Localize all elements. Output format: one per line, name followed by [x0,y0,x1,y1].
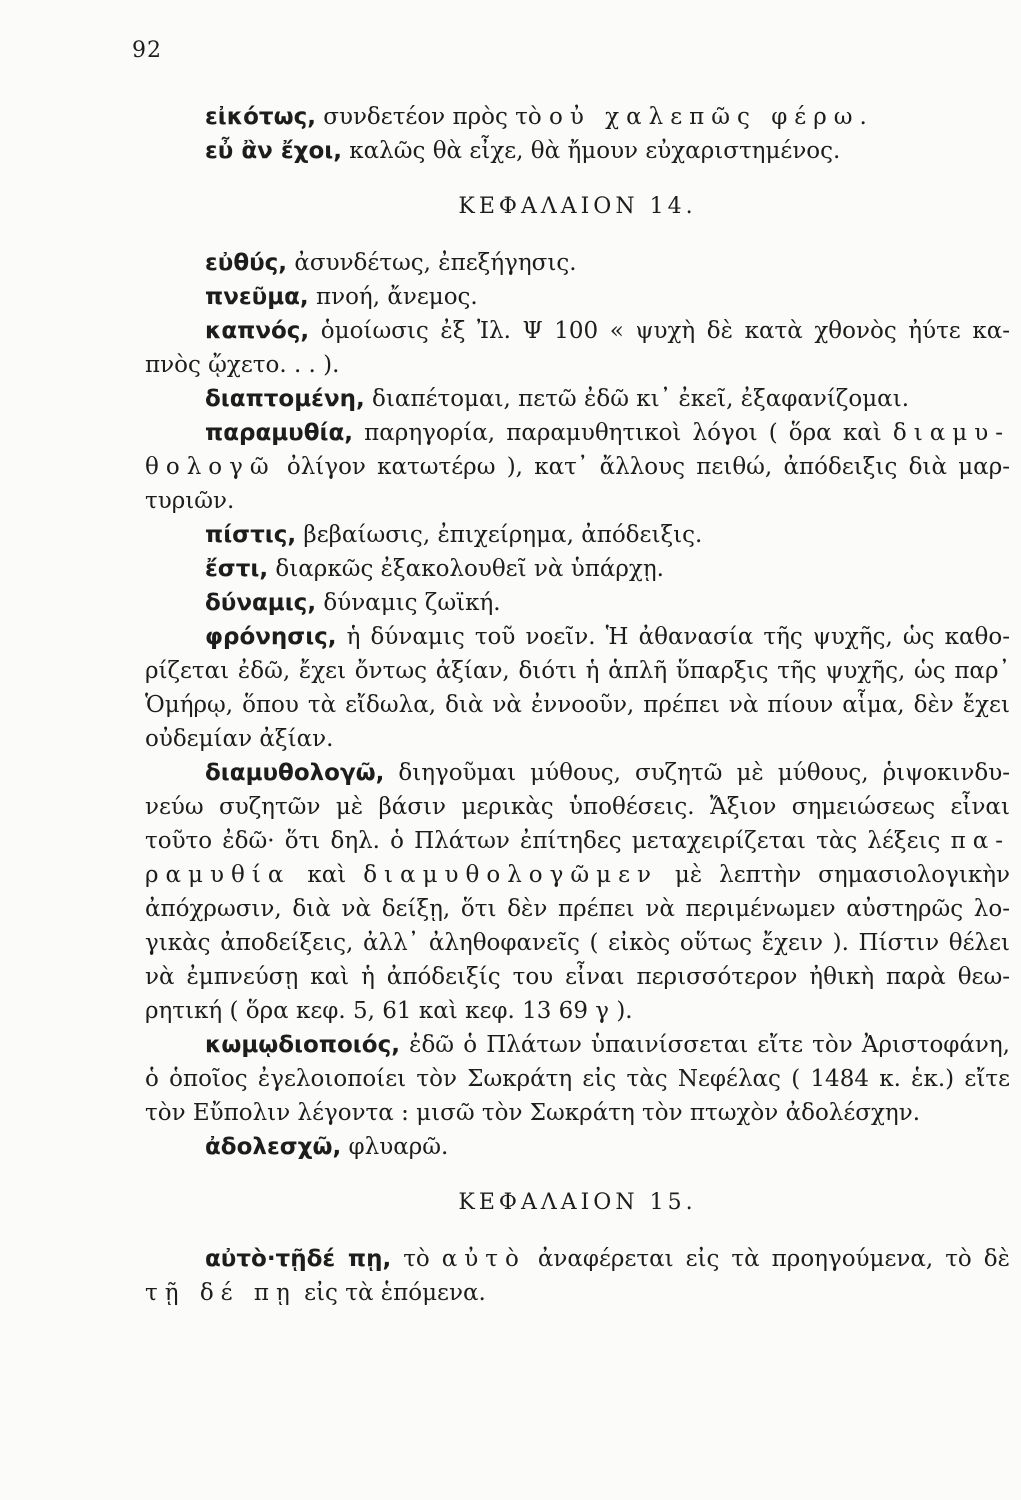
page-body [145,100,1010,1310]
chapter-14-entries [145,246,1010,1164]
line-text: διηγοῦμαι μύθους, συζητῶ μὲ μύθους, ῥιψοκινδυ- [384,760,1010,786]
line-text: νὰ ἐμπνεύσῃ καὶ ἡ ἀπόδειξίς του εἶναι περισσότερον ἠθικὴ παρὰ θεω- [145,964,1010,990]
text-line [145,134,1010,168]
text-line [145,280,1010,314]
headword: ἀδολεσχῶ, [205,1134,342,1160]
text-line [145,586,1010,620]
line-text: ὁ ὁποῖος ἐγελοιοποίει τὸν Σωκράτη εἰς τὰς Νεφέλας ( 1484 κ. ἑκ.) εἴτε [145,1066,1010,1092]
chapter-14-heading: ΚΕΦΑΛΑΙΟΝ 14. [458,194,697,219]
line-text: συνδετέον πρὸς τὸ [315,104,550,130]
chapter-15-heading: ΚΕΦΑΛΑΙΟΝ 15. [458,1190,697,1215]
spaced-text: ραμυθία [145,862,291,888]
line-text: πνὸς ᾤχετο. . . ). [145,352,340,378]
page-number: 92 [132,38,162,63]
line-text: ὁμοίωσις ἐξ Ἰλ. Ψ 100 « ψυχὴ δὲ κατὰ χθονὸς ἠύτε κα- [309,318,1010,344]
text-line [145,314,1010,348]
line-text: ὀλίγον κατωτέρω ), κατ᾽ ἄλλους πειθώ, ἀπόδειξις διὰ μαρ- [275,454,1010,480]
text-line [145,960,1010,994]
headword: διαμυθολογῶ, [205,760,385,786]
line-text: βεβαίωσις, ἐπιχείρημα, ἀπόδειξις. [296,522,703,548]
text-line [145,1062,1010,1096]
line-text: νεύω συζητῶν μὲ βάσιν μερικὰς ὑποθέσεις. Ἄξιον σημειώσεως εἶναι [145,794,1010,820]
headword: πίστις, [205,522,297,548]
headword: εἰκότως, [205,104,316,130]
line-text: Ὁμήρῳ, ὅπου τὰ εἴδωλα, διὰ νὰ ἐννοοῦν, πρέπει νὰ πίουν αἷμα, δὲν ἔχει [145,692,1010,718]
text-line [145,1028,1010,1062]
line-text: τυριῶν. [145,488,235,514]
line-text: ἀναφέρεται εἰς τὰ προηγούμενα, τὸ δὲ [525,1246,1010,1272]
text-line [145,824,1010,858]
spaced-text: αὐτὸ [441,1246,526,1272]
line-text: οὐδεμίαν ἀξίαν. [145,726,334,752]
headword: αὐτὸ·τῇδέ πῃ, [205,1246,392,1272]
text-line [145,348,1010,382]
headword: καπνός, [205,318,310,344]
text-line [145,1096,1010,1130]
line-text: ρίζεται ἐδῶ, ἔχει ὄντως ἀξίαν, διότι ἡ ἁπλῆ ὕπαρξις τῆς ψυχῆς, ὡς παρ᾽ [145,658,1010,684]
line-text: πνοή, ἄνεμος. [308,284,478,310]
line-text: ἀσυνδέτως, ἐπεξήγησις. [287,250,577,276]
text-line [145,756,1010,790]
line-text: . [859,104,867,130]
headword: φρόνησις, [205,624,337,650]
text-line [145,450,1010,484]
line-text: τὸν Εὔπολιν λέγοντα : μισῶ τὸν Σωκράτη τὸν πτωχὸν ἀδολέσχην. [145,1100,921,1126]
line-text: καὶ [290,862,364,888]
text-line [145,790,1010,824]
spaced-text: οὐ χαλεπῶς φέρω [549,104,860,130]
spaced-text: διαμυθολογῶμεν [363,862,658,888]
line-text: διαπέτομαι, πετῶ ἐδῶ κι᾽ ἐκεῖ, ἐξαφανίζομαι. [364,386,910,412]
headword: παραμυθία, [205,420,354,446]
spaced-text: τῇ δέ πῃ [145,1280,297,1306]
line-text: εἰς τὰ ἑπόμενα. [296,1280,486,1306]
chapter-15-entries [145,1242,1010,1310]
line-text: ἀπόχρωσιν, διὰ νὰ δείξῃ, ὅτι δὲν πρέπει νὰ περιμένωμεν αὐστηρῶς λο- [145,896,1010,922]
line-text: ἡ δύναμις τοῦ νοεῖν. Ἡ ἀθανασία τῆς ψυχῆς, ὡς καθο- [336,624,1010,650]
text-line [145,1276,1010,1310]
text-line [145,100,1010,134]
text-line [145,416,1010,450]
line-text: μὲ λεπτὴν σημασιολογικὴν [657,862,1011,888]
line-text: παρηγορία, παραμυθητικοὶ λόγοι ( ὅρα καὶ [353,420,893,446]
line-text: γικὰς ἀποδείξεις, ἀλλ᾽ ἀληθοφανεῖς ( εἰκὸς οὕτως ἔχειν ). Πίστιν θέλει [145,930,1010,956]
text-line [145,246,1010,280]
text-line [145,1242,1010,1276]
headword: ἔστι, [205,556,269,582]
headword: διαπτομένη, [205,386,365,412]
text-line [145,926,1010,960]
text-line [145,518,1010,552]
spaced-text: πα- [950,828,1010,854]
headword: κωμῳδιοποιός, [205,1032,400,1058]
text-line [145,382,1010,416]
text-line [145,722,1010,756]
line-text: τοῦτο ἐδῶ· ὅτι δηλ. ὁ Πλάτων ἐπίτηδες μεταχειρίζεται τὰς λέξεις [145,828,951,854]
spaced-text: θολογῶ [145,454,276,480]
line-text: δύναμις ζωϊκή. [316,590,501,616]
headword: δύναμις, [205,590,317,616]
text-line [145,1130,1010,1164]
text-line [145,994,1010,1028]
line-text: καλῶς θὰ εἶχε, θὰ ἤμουν εὐχαριστημένος. [341,138,841,164]
text-line [145,858,1010,892]
line-text: τὸ [391,1246,442,1272]
headword: πνεῦμα, [205,284,309,310]
headword: εὖ ἂν ἔχοι, [205,138,342,164]
text-line [145,654,1010,688]
line-text: ρητική ( ὅρα κεφ. 5, 61 καὶ κεφ. 13 69 γ ). [145,998,633,1024]
headword: εὐθύς, [205,250,288,276]
line-text: φλυαρῶ. [341,1134,449,1160]
line-text: ἐδῶ ὁ Πλάτων ὑπαινίσσεται εἴτε τὸν Ἀριστοφάνη, [399,1032,1010,1058]
text-line [145,688,1010,722]
text-line [145,484,1010,518]
text-line [145,552,1010,586]
text-line [145,892,1010,926]
line-text: διαρκῶς ἐξακολουθεῖ νὰ ὑπάρχῃ. [268,556,664,582]
spaced-text: διαμυ- [892,420,1010,446]
intro-entries [145,100,1010,168]
text-line [145,620,1010,654]
